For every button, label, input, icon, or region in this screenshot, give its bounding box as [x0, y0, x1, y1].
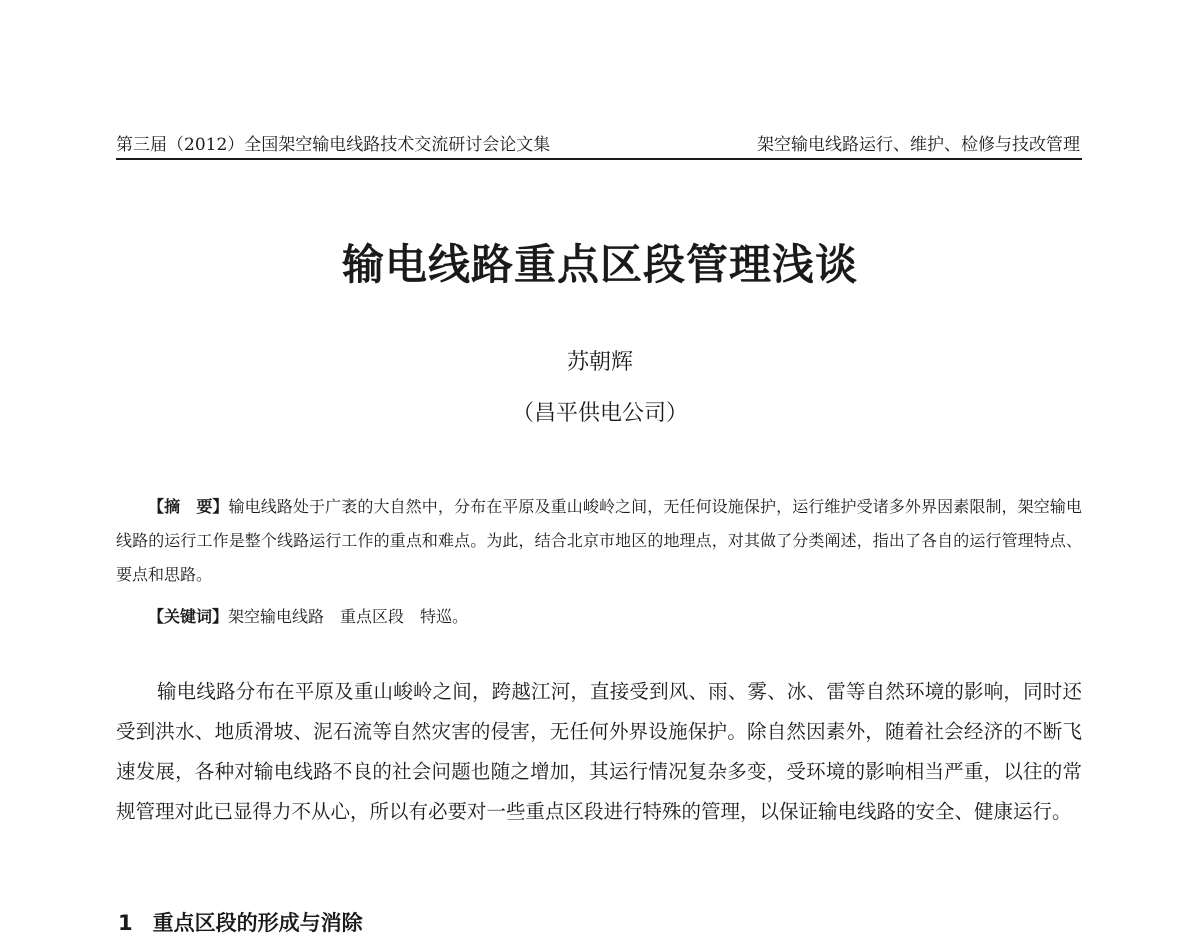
abstract-label: 【摘 要】 — [148, 497, 229, 516]
section-heading — [118, 907, 363, 937]
header-section-title: 架空输电线路运行、维护、检修与技改管理 — [757, 135, 1080, 155]
keywords-label: 【关键词】 — [148, 607, 229, 626]
keywords — [148, 600, 1082, 634]
keyword-item: 架空输电线路 — [228, 607, 325, 626]
abstract — [116, 490, 1082, 592]
paper-title: 输电线路重点区段管理浅谈 — [341, 240, 858, 289]
section-number: 1 — [118, 911, 133, 935]
author-affiliation: （昌平供电公司） — [511, 401, 688, 426]
abstract-text: 输电线路处于广袤的大自然中，分布在平原及重山峻岭之间，无任何设施保护，运行维护受诸多外界因素限制，架空输电线路的运行工作是整个线路运行工作的重点和难点。为此，结合北京市地区的地理点，对其做了分类阐述，指出了各自的运行管理特点、要点和思路。 — [116, 497, 1082, 584]
intro-paragraph: 输电线路分布在平原及重山峻岭之间，跨越江河，直接受到风、雨、雾、冰、雷等自然环境的影响，同时还受到洪水、地质滑坡、泥石流等自然灾害的侵害，无任何外界设施保护。除自然因素外，随着社会经济的不断飞速发展，各种对输电线路不良的社会问题也随之增加，其运行情况复杂多变，受环境的影响相当严重，以往的常规管理对此已显得力不从心，所以有必要对一些重点区段进行特殊的管理，以保证输电线路的安全、健康运行。 — [116, 680, 1082, 823]
header-proceedings-title: 第三届（2012）全国架空输电线路技术交流研讨会论文集 — [116, 135, 551, 155]
section-title: 重点区段的形成与消除 — [152, 911, 363, 935]
keyword-item: 特巡。 — [420, 607, 469, 626]
keyword-item: 重点区段 — [340, 607, 405, 626]
author-name: 苏朝辉 — [566, 350, 633, 375]
running-header — [116, 128, 1082, 160]
